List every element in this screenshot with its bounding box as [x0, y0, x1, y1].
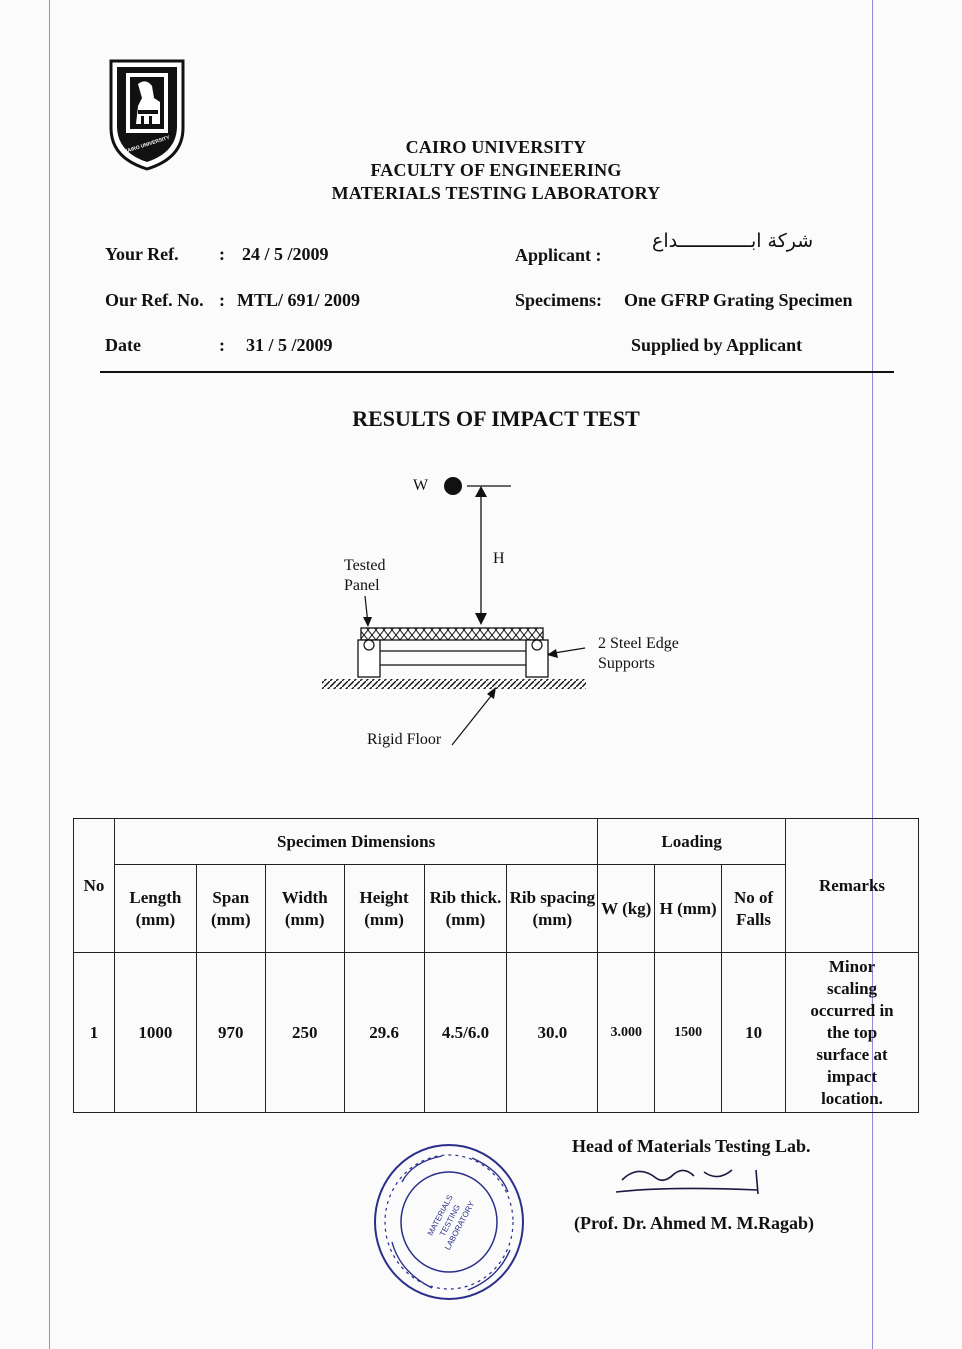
cell-height: 29.6: [344, 953, 424, 1113]
supplied-by: Supplied by Applicant: [631, 335, 803, 355]
handwritten-signature: [608, 1160, 778, 1200]
group-specimen-dimensions: Specimen Dimensions: [114, 819, 597, 865]
header-lab: MATERIALS TESTING LABORATORY: [331, 183, 661, 203]
cell-length: 1000: [114, 953, 196, 1113]
results-table: [73, 818, 919, 1113]
your-ref-label: Your Ref.: [105, 244, 179, 264]
cell-rib-spacing: 30.0: [507, 953, 598, 1113]
impact-test-diagram: [300, 465, 720, 755]
cell-falls: 10: [722, 953, 786, 1113]
supports-label-1: 2 Steel Edge: [598, 635, 679, 652]
report-title: RESULTS OF IMPACT TEST: [352, 406, 640, 431]
col-height-header: Height (mm): [344, 865, 424, 953]
col-w-header: W (kg): [598, 865, 655, 953]
specimens-value: One GFRP Grating Specimen: [624, 290, 853, 310]
col-span-header: Span (mm): [196, 865, 265, 953]
col-rib-thick-header: Rib thick. (mm): [424, 865, 507, 953]
tested-panel-label-2: Panel: [344, 577, 380, 594]
our-ref-value: MTL/ 691/ 2009: [237, 290, 361, 310]
col-h-header: H (mm): [655, 865, 722, 953]
rigid-floor-shape: [322, 679, 586, 689]
cell-rib-thick: 4.5/6.0: [424, 953, 507, 1113]
col-no-header: No: [74, 819, 115, 953]
rigid-floor-label: Rigid Floor: [367, 731, 442, 748]
cell-width: 250: [265, 953, 344, 1113]
our-ref-label: Our Ref. No.: [105, 290, 204, 310]
tested-panel-shape: [361, 628, 543, 640]
cell-h: 1500: [655, 953, 722, 1113]
our-ref-separator: :: [219, 290, 225, 310]
col-falls-header: No of Falls: [722, 865, 786, 953]
specimens-label: Specimens:: [515, 290, 602, 310]
weight-ball: [444, 477, 462, 495]
applicant-label: Applicant :: [515, 245, 602, 265]
date-value: 31 / 5 /2009: [246, 335, 333, 355]
table-row: [74, 953, 919, 1113]
lab-stamp: [372, 1142, 526, 1302]
header-university: CAIRO UNIVERSITY: [405, 137, 587, 157]
cell-span: 970: [196, 953, 265, 1113]
col-rib-spacing-header: Rib spacing (mm): [507, 865, 598, 953]
stamp-text: MATERIALS TESTING LABORATORY: [425, 1193, 477, 1252]
height-label: H: [493, 550, 505, 567]
cell-remarks: Minor scaling occurred in the top surface at impact location.: [786, 953, 919, 1113]
your-ref-value: 24 / 5 /2009: [242, 244, 329, 264]
col-length-header: Length (mm): [114, 865, 196, 953]
signatory-name: (Prof. Dr. Ahmed M. M.Ragab): [574, 1213, 814, 1233]
applicant-value: شركة ابـــــــــــــداع: [652, 230, 814, 252]
date-label: Date: [105, 335, 141, 355]
group-loading: Loading: [598, 819, 786, 865]
cell-no: 1: [74, 953, 115, 1113]
header-rule: [100, 371, 894, 373]
your-ref-separator: :: [219, 244, 225, 264]
col-width-header: Width (mm): [265, 865, 344, 953]
col-remarks-header: Remarks: [786, 819, 919, 953]
tested-panel-label-1: Tested: [344, 557, 386, 574]
header-faculty: FACULTY OF ENGINEERING: [370, 160, 622, 180]
weight-label: W: [413, 477, 429, 494]
date-separator: :: [219, 335, 225, 355]
supports-label-2: Supports: [598, 655, 655, 672]
cell-w: 3.000: [598, 953, 655, 1113]
signature-title: Head of Materials Testing Lab.: [572, 1136, 811, 1156]
logo-text: CAIRO UNIVERSITY: [123, 134, 171, 156]
